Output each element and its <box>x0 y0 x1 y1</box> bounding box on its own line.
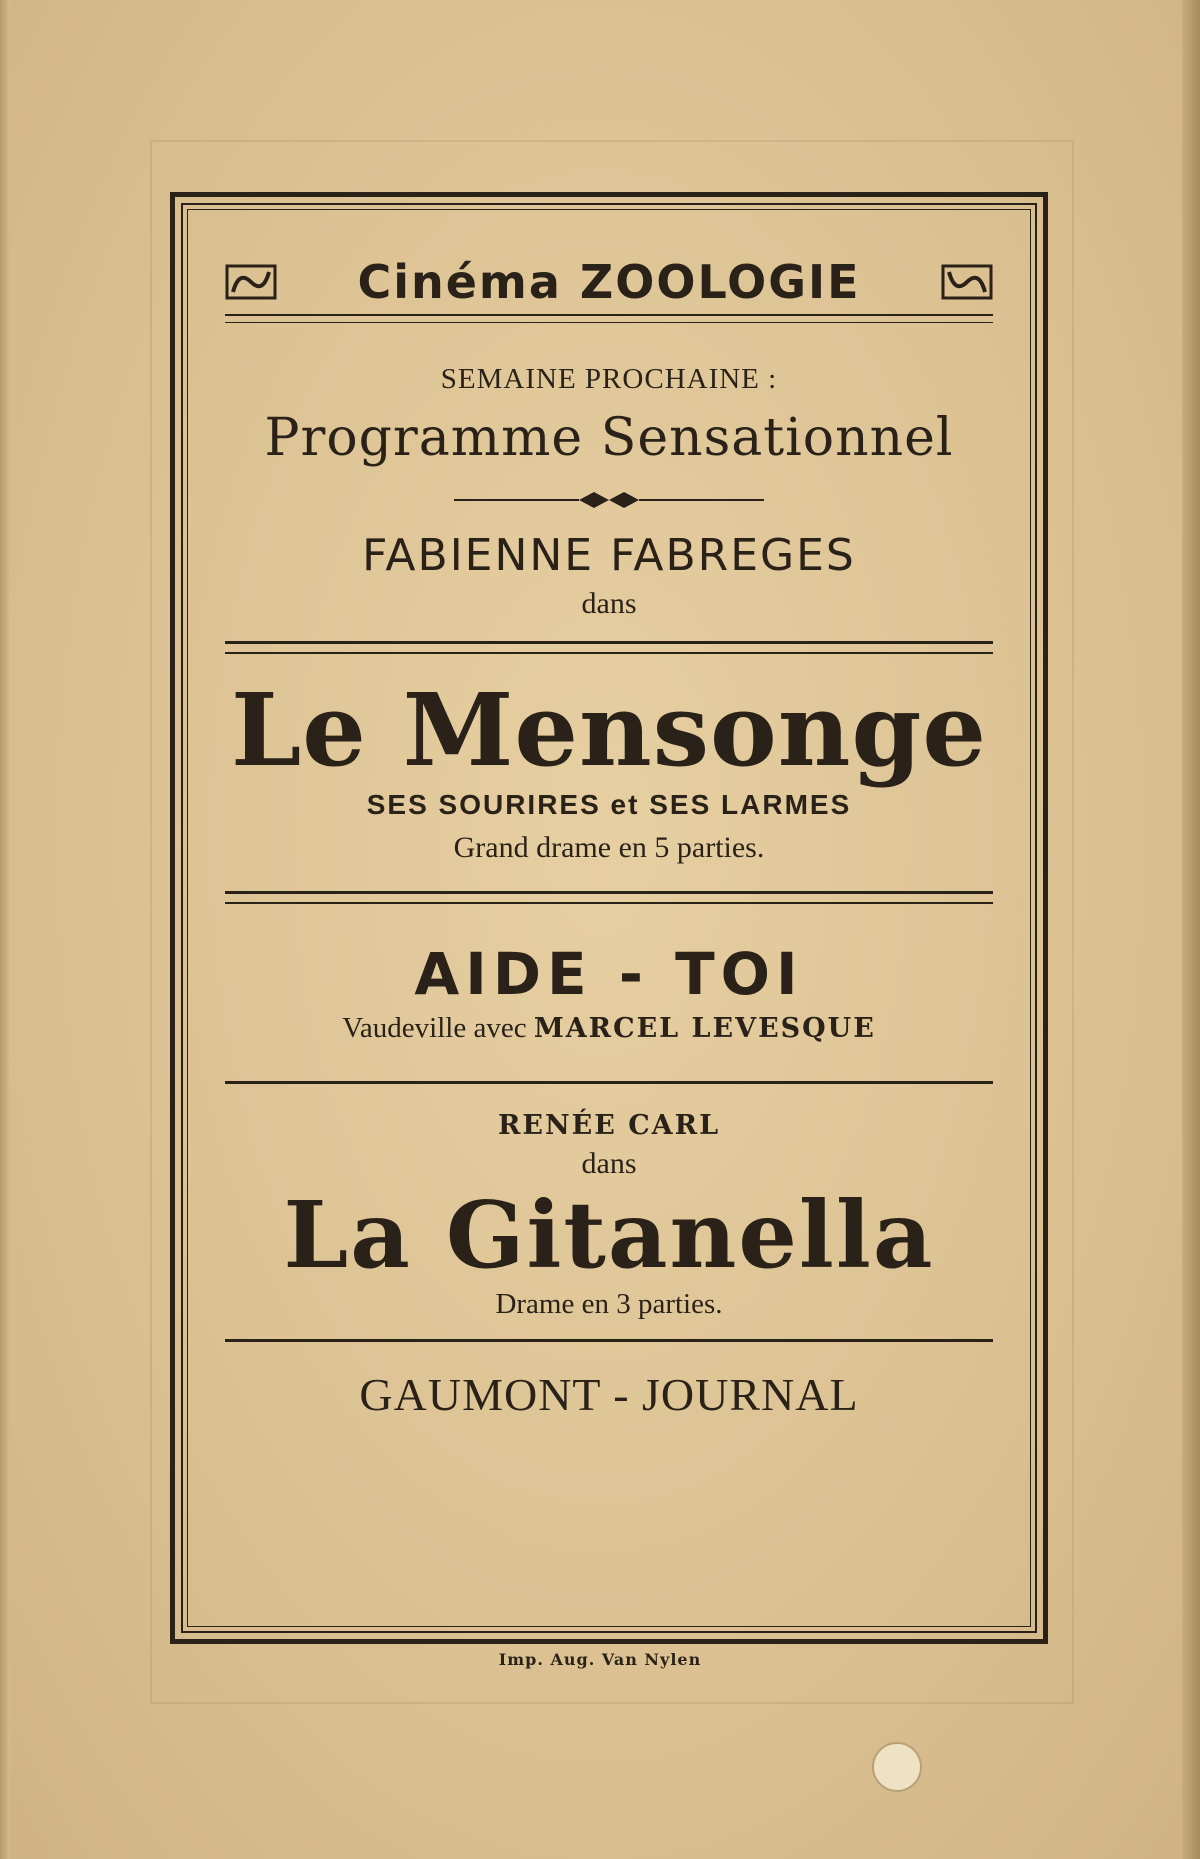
film1-top-rule <box>225 641 993 654</box>
film2-actor: MARCEL LEVESQUE <box>533 1013 876 1044</box>
cinema-header <box>225 250 993 314</box>
cinema-title: Cinéma ZOOLOGIE <box>357 255 861 309</box>
right-ornament-icon <box>941 262 993 302</box>
film3-bottom-rule <box>225 1339 993 1342</box>
film2-bottom-rule <box>225 1081 993 1084</box>
film3-actress: RENÉE CARL <box>497 1110 721 1141</box>
film1-actress: FABIENNE FABREGES <box>362 530 856 581</box>
programme-headline: Programme Sensationnel <box>264 408 954 468</box>
newsreel-title: GAUMONT - JOURNAL <box>359 1368 859 1420</box>
film1-bottom-rule <box>225 891 993 904</box>
program-content <box>225 250 993 1421</box>
page-edge-right <box>1182 0 1200 1859</box>
page-edge-left <box>0 0 10 1859</box>
film1-subtitle: SES SOURIRES et SES LARMES <box>366 789 852 820</box>
printer-imprint: Imp. Aug. Van Nylen <box>498 1650 702 1669</box>
film2-genre: Vaudeville avec <box>342 1012 527 1044</box>
film3-dans: dans <box>581 1147 637 1180</box>
film2-credit <box>225 1012 993 1045</box>
film1-title: Le Mensonge <box>230 671 988 789</box>
film3-title: La Gitanella <box>283 1181 935 1289</box>
film3-description: Drame en 3 parties. <box>495 1287 723 1320</box>
film1-description: Grand drame en 5 parties. <box>453 831 765 864</box>
film2-title: AIDE - TOI <box>414 940 804 1008</box>
left-ornament-icon <box>225 262 277 302</box>
header-rule <box>225 314 993 323</box>
film1-dans: dans <box>581 587 637 620</box>
divider-ornament-icon <box>454 488 764 512</box>
semaine-label: SEMAINE PROCHAINE : <box>440 363 778 395</box>
punch-hole <box>872 1742 922 1792</box>
